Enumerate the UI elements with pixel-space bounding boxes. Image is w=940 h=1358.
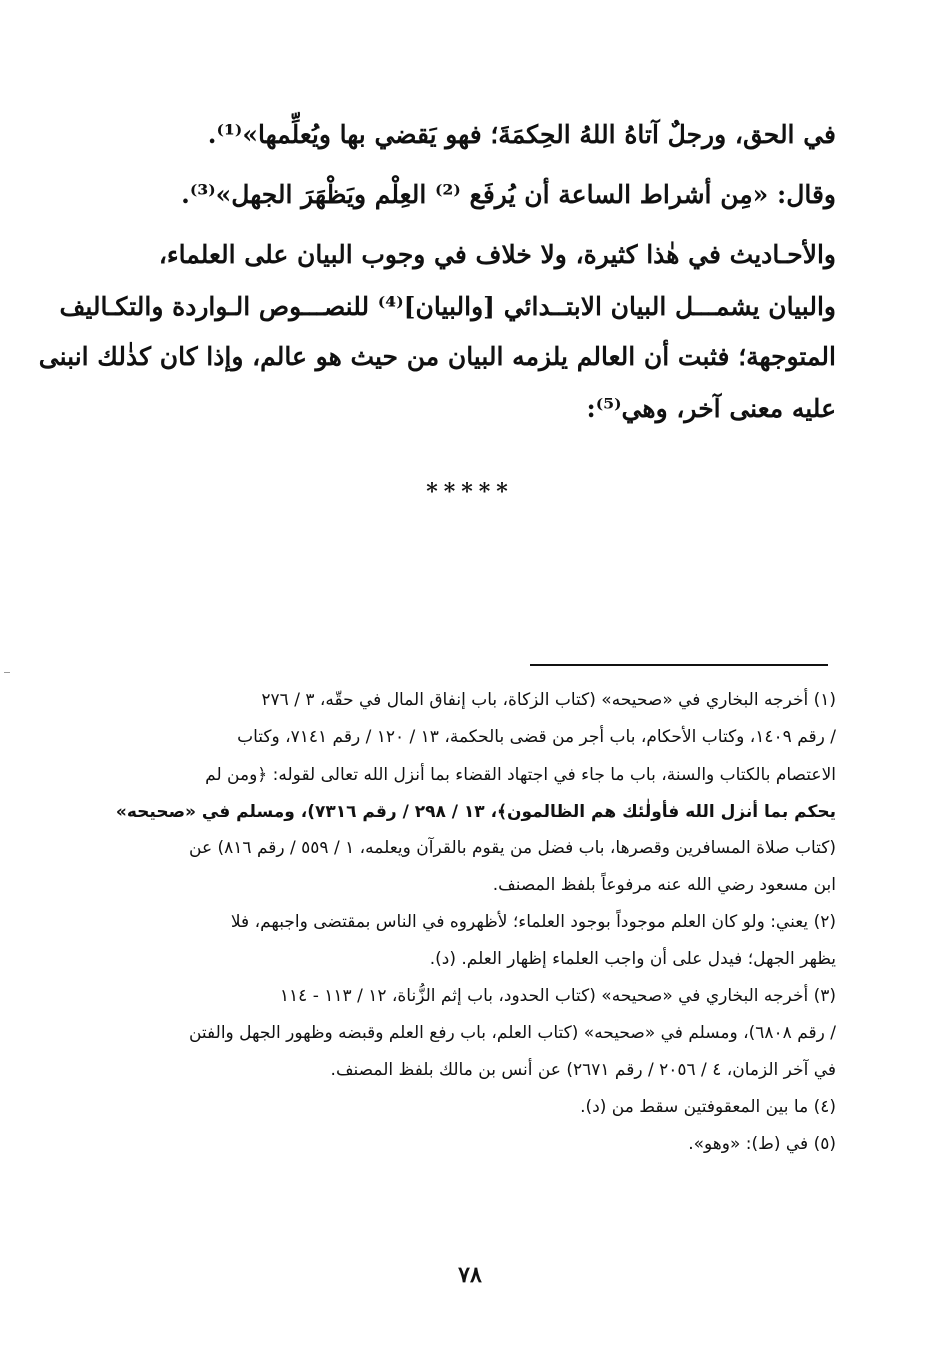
- footnote-line-10: / رقم ٦٨٠٨)، ومسلم في «صحيحه» (كتاب العلم، باب رفع العلم وقبضه وظهور الجهل والفتن: [188, 1023, 836, 1043]
- footnote-line-8: يظهر الجهل؛ فيدل على أن واجب العلماء إظهار العلم. (د).: [429, 949, 836, 969]
- footnote-line-7: (٢) يعني: ولو كان العلم موجوداً بوجود العلماء؛ لأظهروه في الناس بمقتضى واجبهم، فلا: [230, 912, 836, 932]
- section-separator: *****: [426, 479, 514, 505]
- footnote-line-9: (٣) أخرجه البخاري في «صحيحه» (كتاب الحدود، باب إثم الزُّناة، ١٢ / ١١٣ - ١١٤: [279, 986, 836, 1006]
- main-text-line-1: في الحق، ورجلٌ آتاهُ اللهُ الحِكمَةَ؛ فهو يَقضي بها ويُعلِّمها»⁽¹⁾.: [207, 120, 836, 149]
- main-text-line-5: المتوجهة؛ فثبت أن العالم يلزمه البيان من حيث هو عالم، وإذا كان كذٰلك انبنى: [38, 342, 836, 371]
- footnote-line-1: (١) أخرجه البخاري في «صحيحه» (كتاب الزكاة، باب إنفاق المال في حقّه، ٣ / ٢٧٦: [261, 690, 836, 710]
- main-text-line-3: والأحـاديث في هٰذا كثيرة، ولا خلاف في وجوب البيان على العلماء،: [158, 240, 836, 269]
- footnote-line-4: يحكم بما أنزل الله فأولٰئك هم الظالمون﴾، ١٣ / ٢٩٨ / رقم ٧٣١٦)، ومسلم في «صحيحه»: [115, 802, 836, 822]
- footnote-line-3: الاعتصام بالكتاب والسنة، باب ما جاء في اجتهاد القضاء بما أنزل الله تعالى لقوله: ﴿ومن لم: [205, 765, 836, 785]
- main-text-line-6: عليه معنى آخر، وهي⁽⁵⁾:: [586, 394, 836, 423]
- footnote-line-5: (كتاب صلاة المسافرين وقصرها، باب فضل من يقوم بالقرآن ويعلمه، ١ / ٥٥٩ / رقم ٨١٦) عن: [189, 838, 836, 858]
- footnote-divider: [530, 664, 828, 666]
- footnote-line-11: في آخر الزمان، ٤ / ٢٠٥٦ / رقم ٢٦٧١) عن أنس بن مالك بلفظ المصنف.: [330, 1060, 836, 1080]
- footnote-line-6: ابن مسعود رضي الله عنه مرفوعاً بلفظ المصنف.: [492, 875, 836, 895]
- footnote-line-2: / رقم ١٤٠٩، وكتاب الأحكام، باب أجر من قضى بالحكمة، ١٣ / ١٢٠ / رقم ٧١٤١، وكتاب: [237, 727, 836, 747]
- footnote-line-12: (٤) ما بين المعقوفتين سقط من (د).: [580, 1097, 836, 1117]
- main-text-line-4: والبيان يشمـــل البيان الابتــدائي [والبيان]⁽⁴⁾ للنصـــوص الـواردة والتكـاليف: [59, 292, 836, 321]
- page-number: ٧٨: [458, 1262, 482, 1288]
- footnote-line-13: (٥) في (ط): «وهو».: [688, 1134, 836, 1154]
- margin-mark: [4, 672, 10, 673]
- main-text-line-2: وقال: «مِن أشراط الساعة أن يُرفَع ⁽²⁾ العِلْم ويَظْهَرَ الجهل»⁽³⁾.: [181, 180, 836, 209]
